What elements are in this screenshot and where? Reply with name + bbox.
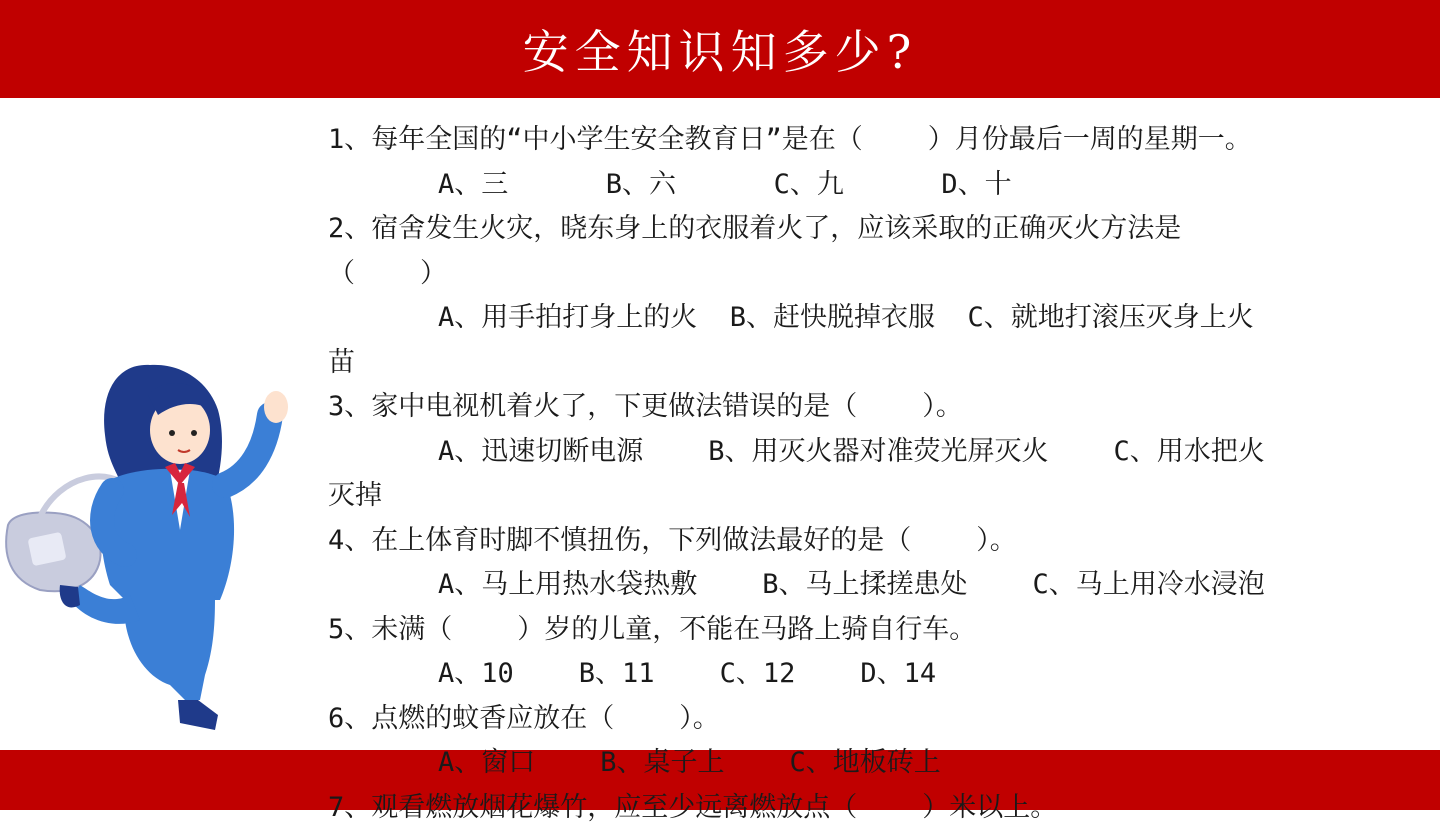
page-title: 安全知识知多少? [0, 0, 1440, 98]
question-1-options: A、三 B、六 C、九 D、十 [328, 163, 1428, 208]
question-3-options: A、迅速切断电源 B、用灭火器对准荧光屏灭火 C、用水把火 [328, 430, 1428, 475]
question-5: 5、未满（ ）岁的儿童，不能在马路上骑自行车。 [328, 608, 1428, 653]
question-2-blank: （ ） [328, 252, 1428, 297]
question-5-options: A、10 B、11 C、12 D、14 [328, 652, 1428, 697]
question-4: 4、在上体育时脚不慎扭伤，下列做法最好的是（ ）。 [328, 519, 1428, 564]
question-2-options: A、用手拍打身上的火 B、赶快脱掉衣服 C、就地打滚压灭身上火 [328, 296, 1428, 341]
question-4-options: A、马上用热水袋热敷 B、马上揉搓患处 C、马上用冷水浸泡 [328, 563, 1428, 608]
question-6-options: A、窗口 B、桌子上 C、地板砖上 [328, 741, 1428, 786]
question-1: 1、每年全国的“中小学生安全教育日”是在（ ）月份最后一周的星期一。 [328, 118, 1428, 163]
question-3: 3、家中电视机着火了，下更做法错误的是（ ）。 [328, 385, 1428, 430]
question-7: 7、观看燃放烟花爆竹，应至少远离燃放点（ ）米以上。 [328, 786, 1428, 830]
question-6: 6、点燃的蚊香应放在（ ）。 [328, 697, 1428, 742]
question-2: 2、宿舍发生火灾，晓东身上的衣服着火了，应该采取的正确灭火方法是 [328, 207, 1428, 252]
question-3-options-wrap: 灭掉 [328, 474, 1428, 519]
question-2-options-wrap: 苗 [328, 341, 1428, 386]
student-girl-illustration [0, 355, 300, 755]
quiz-text [328, 118, 1428, 830]
